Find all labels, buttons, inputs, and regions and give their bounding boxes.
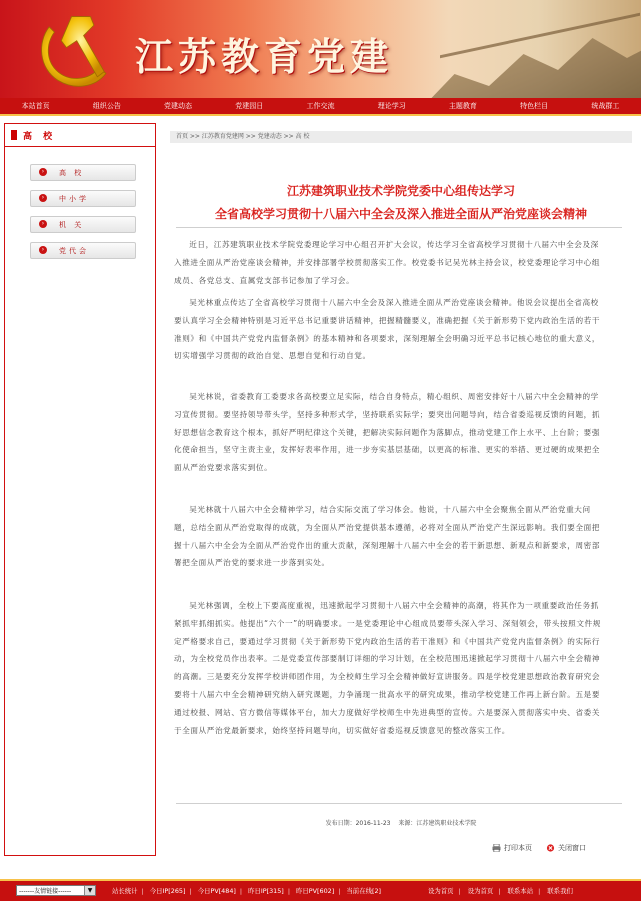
- arrow-bullet-icon: ›: [39, 168, 47, 176]
- site-footer: [0, 879, 641, 901]
- sidebar-item-label: 高 校: [59, 169, 85, 177]
- stats-yesterday-ip: 昨日IP[315]: [248, 887, 284, 895]
- print-label: 打印本页: [504, 844, 532, 852]
- meta-divider: [176, 803, 622, 804]
- sidebar-header: [5, 124, 155, 147]
- nav-party-garden[interactable]: 党建园日: [235, 102, 264, 110]
- footer-links: 设为首页 | 设为首页 | 联系本站 | 联系我们: [428, 887, 573, 895]
- arrow-bullet-icon: ›: [39, 194, 47, 202]
- friend-links-select[interactable]: [16, 885, 96, 896]
- footer-link-homepage[interactable]: 设为首页: [428, 887, 454, 895]
- stats-online: 当前在线[2]: [346, 887, 382, 895]
- title-divider: [176, 227, 622, 228]
- nav-work-exchange[interactable]: 工作交流: [306, 102, 335, 110]
- nav-announcements[interactable]: 组织公告: [92, 102, 121, 110]
- friend-links-value: -------友情链接------: [19, 888, 72, 895]
- printer-icon: [492, 844, 501, 852]
- nav-theory-study[interactable]: 理论学习: [377, 102, 406, 110]
- arrow-bullet-icon: ›: [39, 246, 47, 254]
- breadcrumb: 首页 >> 江苏教育党建网 >> 党建动态 >> 高 校: [170, 131, 632, 143]
- party-emblem-icon: [30, 8, 120, 94]
- close-window-button[interactable]: [546, 843, 586, 853]
- article-source: 来源：江苏建筑职业技术学院: [398, 820, 477, 827]
- sidebar: [4, 123, 156, 856]
- article-title-line1: 江苏建筑职业技术学院党委中心组传达学习: [286, 184, 515, 198]
- sidebar-item-congress[interactable]: [30, 242, 136, 259]
- article-title-line2: 全省高校学习贯彻十八届六中全会及深入推进全面从严治党座谈会精神: [214, 207, 587, 221]
- sidebar-title: 高 校: [23, 132, 57, 142]
- sidebar-item-label: 中小学: [59, 195, 89, 203]
- close-icon: [546, 844, 555, 852]
- stats-today-pv: 今日PV[484]: [197, 887, 236, 895]
- print-button[interactable]: [492, 843, 532, 853]
- article-paragraph: 吴光林重点传达了全省高校学习贯彻十八届六中全会及深入推进全面从严治党座谈会精神。他说会议提出全省高校要认真学习全会精神特别是习近平总书记重要讲话精神，把握精髓要义，准确把握《关于新形势下党内政治生活的若干准则》和《中国共产党党内监督条例》的基本精神和各项要求，深刻理解全会明确习近平总书记核心地位的重大意义，切实增强学习贯彻的政治自觉、思想自觉和行动自觉。: [174, 298, 601, 361]
- sidebar-item-agencies[interactable]: [30, 216, 136, 233]
- arrow-bullet-icon: ›: [39, 220, 47, 228]
- footer-link-contact-us[interactable]: 联系我们: [547, 887, 573, 895]
- article-meta: [170, 818, 632, 827]
- stats-today-ip: 今日IP[265]: [149, 887, 186, 895]
- nav-home[interactable]: 本站首页: [21, 102, 50, 110]
- nav-united-front[interactable]: 统战群工: [591, 102, 620, 110]
- site-banner: [0, 0, 641, 98]
- chevron-down-icon: ▼: [84, 886, 95, 895]
- site-title: 江苏教育党建: [135, 34, 394, 79]
- article-paragraph: 吴光林就十八届六中全会精神学习，结合实际交流了学习体会。他说，十八届六中全会聚焦全面从严治党重大问题，总结全面从严治党取得的成就，为全面从严治党提供基本遵循，必将对全面从严治党产生深远影响。我们要全面把握十八届六中全会为全面从严治党作出的重大贡献，深刻理解十八届六中全会的若干新思想、新观点和新要求，周密部署把全面从严治党的要求进一步落到实处。: [174, 505, 601, 568]
- footer-link-set-homepage[interactable]: 设为首页: [467, 887, 494, 895]
- sidebar-item-label: 党代会: [59, 247, 89, 255]
- nav-party-news[interactable]: 党建动态: [164, 102, 193, 110]
- sidebar-item-schools[interactable]: [30, 190, 136, 207]
- great-wall-line: [440, 13, 640, 98]
- stats-yesterday-pv: 昨日PV[602]: [296, 887, 335, 895]
- article-paragraph: 吴光林强调，全校上下要高度重视，迅速掀起学习贯彻十八届六中全会精神的高潮，将其作为一项重要政治任务抓紧抓牢抓细抓实。他提出“六个一”的明确要求。一是党委理论中心组成员要带头深入学习、深刻领会，带头按照文件规定严格要求自己，要通过学习贯彻《关于新形势下党内政治生活的若干准则》和《中国共产党党内监督条例》的实际行动，为全校党员作出表率。二是党委宣传部要制订详细的学习计划，在全校范围迅速掀起学习贯彻十八届六中全会精神的高潮。三是要充分发挥学校讲师团作用，为全校师生学习全会精神做好宣讲服务。四是学校党建思想政治教育研究会要将十八届六中全会精神研究纳入研究课题，力争涌现一批高水平的研究成果，推动学校党建工作再上新台阶。五是要通过校报、网站、官方微信等媒体平台，加大力度做好学校师生中先进典型的宣传。六是要深入贯彻落实中央、省委关于全面从严治党最新要求，始终坚持问题导向，切实做好省委巡视反馈意见的整改落实工作。: [174, 601, 601, 735]
- publish-date: 发布日期：2016-11-23: [325, 820, 391, 827]
- article-paragraph: 近日，江苏建筑职业技术学院党委理论学习中心组召开扩大会议，传达学习全省高校学习贯彻十八届六中全会及深入推进全面从严治党座谈会精神，并安排部署学校贯彻落实工作。校党委书记吴光林主持会议，校党委理论学习中心组成员、各党总支、直属党支部书记参加了学习会。: [174, 240, 601, 285]
- nav-special-columns[interactable]: 特色栏目: [520, 102, 549, 110]
- sidebar-item-label: 机 关: [59, 221, 85, 229]
- main-nav: [0, 98, 641, 116]
- close-label: 关闭窗口: [558, 844, 586, 852]
- sidebar-item-universities[interactable]: [30, 164, 136, 181]
- article-paragraph: 吴光林说，省委教育工委要求各高校要立足实际，结合自身特点，精心组织、周密安排好十八届六中全会精神的学习宣传贯彻。要坚持领导带头学，坚持多种形式学，坚持联系实际学；要突出问题导向，结合省委巡视反馈的问题，抓好思想信念教育这个根本，抓好严明纪律这个关键，把解决实际问题作为落脚点，推动党建工作上水平、上台阶；要强化使命担当，坚守主责主业，发挥好表率作用，进一步夯实基层基础，以更高的标准、更实的举措、更过硬的成果把全面从严治党要求落实到位。: [174, 392, 601, 473]
- footer-link-contact-site[interactable]: 联系本站: [507, 887, 534, 895]
- nav-theme-education[interactable]: 主题教育: [448, 102, 477, 110]
- site-stats: 站长统计 | 今日IP[265] | 今日PV[484] | 昨日IP[315] | 昨日PV[602] | 当前在线[2]: [112, 887, 382, 895]
- stats-label[interactable]: 站长统计: [112, 887, 138, 895]
- sidebar-marker-icon: [11, 130, 17, 140]
